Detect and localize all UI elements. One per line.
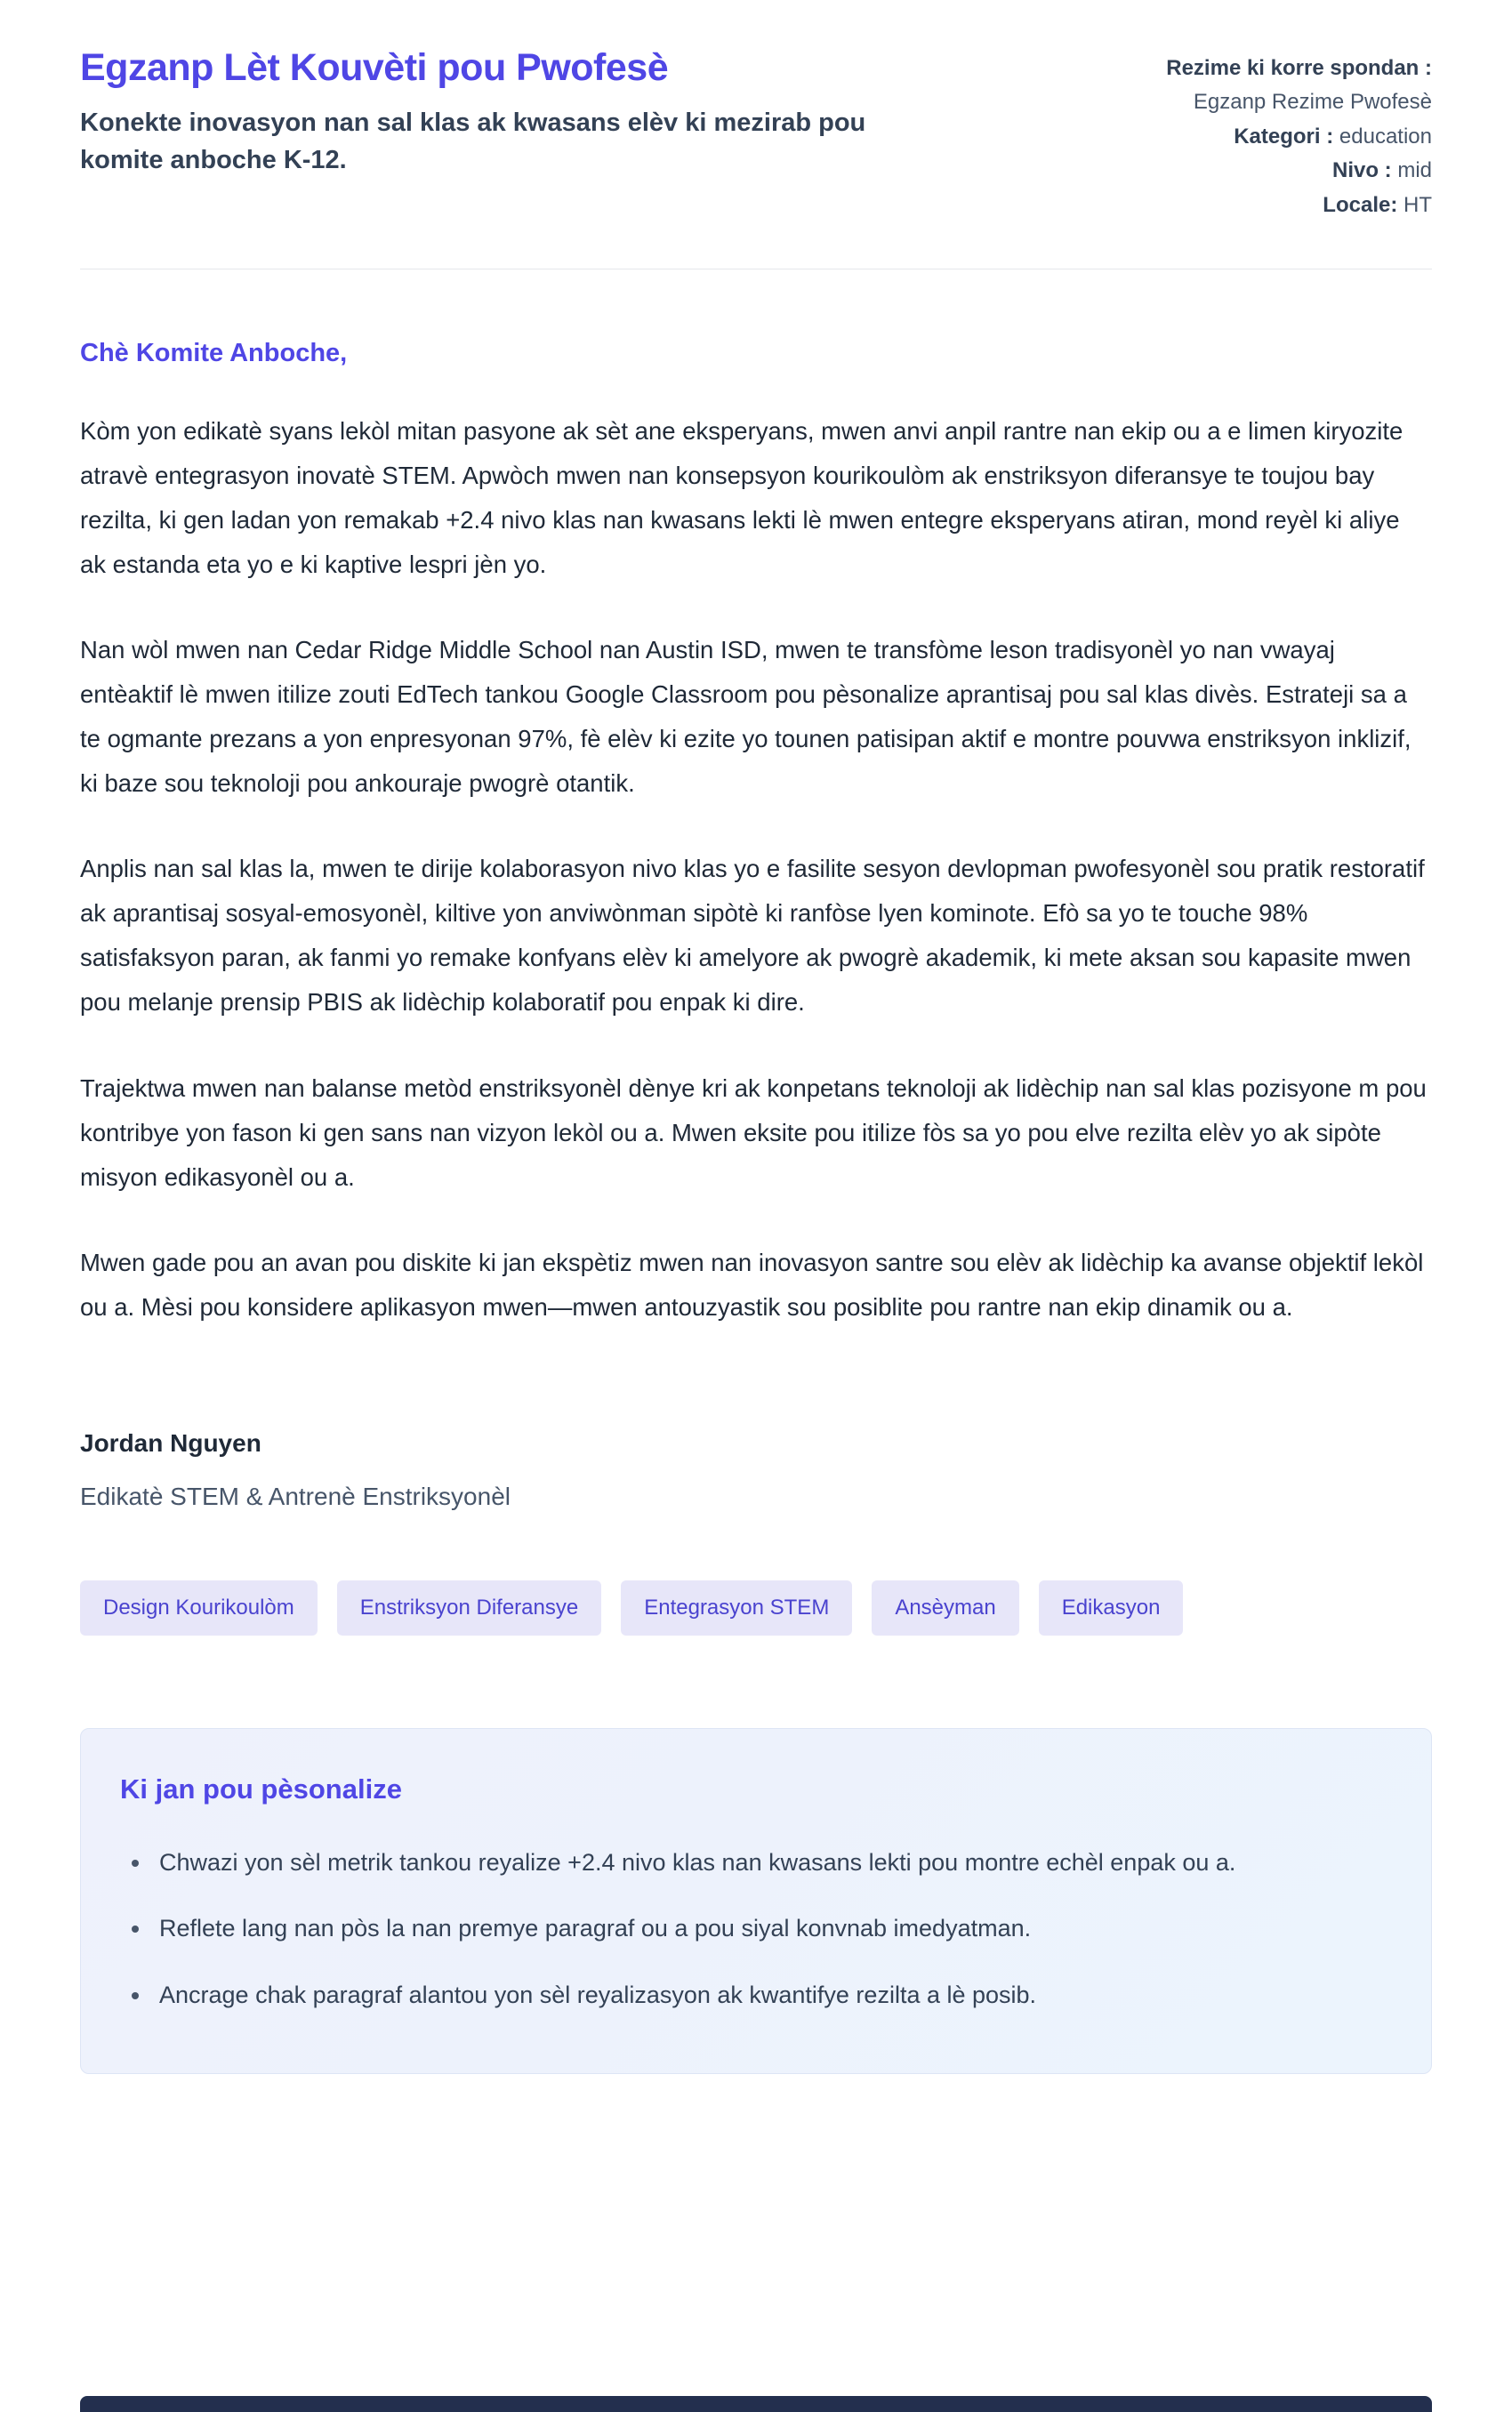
signature-title: Edikatè STEM & Antrenè Enstriksyonèl (80, 1482, 511, 1510)
customize-box-title: Ki jan pou pèsonalize (120, 1773, 402, 1805)
footer-bar (80, 2396, 1432, 2412)
letter-paragraph: Nan wòl mwen nan Cedar Ridge Middle School nan Austin ISD, mwen te transfòme leson tradisyonèl yo nan vwayaj entèaktif lè mwen itilize zouti EdTech tankou Google Classroom pou pèsonalize aprantisaj pou sal klas divès. Estrateji sa a te ogmante prezans a yon enpresyonan 97%, fè elèv ki ezite yo tounen patisipan aktif e montre pouvwa enstriksyon inklizif, ki baze sou teknoloji pou ankouraje pwogrè otantik. (80, 636, 1411, 798)
customize-box (80, 1728, 1432, 2075)
meta-level-value: mid (1397, 158, 1432, 183)
letter-paragraph: Kòm yon edikatè syans lekòl mitan pasyone ak sèt ane eksperyans, mwen anvi anpil rantre nan ekip ou a e limen kiryozite atravè entegrasyon inovatè STEM. Apwòch mwen nan konsepsyon kourikoulòm ak enstriksyon diferansye te toujou bay rezilta, ki gen ladan yon remakab +2.4 nivo klas nan kwasans lekti lè mwen entegre eksperyans atiran, mond reyèl ki aliye ak estanda eta yo e ki kaptive lespri jèn yo. (80, 416, 1403, 579)
meta-resume-row (1166, 52, 1432, 85)
letter-greeting: Chè Komite Anboche, (80, 338, 348, 367)
letter-paragraph: Trajektwa mwen nan balanse metòd enstriksyonèl dènye kri ak konpetans teknoloji ak lidèchip nan sal klas pozisyone m pou kontribye yon fason ki gen sans nan vizyon lekòl ou a. Mwen eksite pou itilize fòs sa yo pou elve rezilta elèv yo ak sipòte misyon edikasyonèl ou a. (80, 1073, 1427, 1191)
header (80, 46, 1432, 222)
page-subtitle: Konekte inovasyon nan sal klas ak kwasans elèv ki mezirab pou komite anboche K-12. (80, 109, 866, 175)
meta-category-row (1166, 120, 1432, 154)
customize-bullet: • Reflete lang nan pòs la nan premye paragraf ou a pou siyal konvnab imedyatman. (152, 1909, 1360, 1949)
signature-name: Jordan Nguyen (80, 1428, 261, 1457)
meta-resume-label: Rezime ki korre spondan : (1166, 56, 1432, 80)
customize-bullet-list (120, 1843, 1392, 2015)
customize-bullet: • Ancrage chak paragraf alantou yon sèl reyalizasyon ak kwantifye rezilta a lè posib. (152, 1975, 1360, 2015)
tag-chip[interactable]: Entegrasyon STEM (621, 1580, 852, 1636)
meta-level-row (1166, 154, 1432, 188)
meta-locale-row (1166, 189, 1432, 222)
letter-body (80, 339, 1432, 1511)
page-title: Egzanp Lèt Kouvèti pou Pwofesè (80, 46, 669, 89)
meta-locale-value: HT (1403, 192, 1432, 217)
meta-resume-value: Egzanp Rezime Pwofesè (1193, 90, 1432, 115)
meta-category-value: education (1339, 124, 1432, 149)
meta-level-label: Nivo : (1331, 158, 1392, 183)
letter-paragraph: Mwen gade pou an avan pou diskite ki jan ekspètiz mwen nan inovasyon santre sou elèv ak lidèchip ka avanse objektif lekòl ou a. Mèsi pou konsidere aplikasyon mwen—mwen antouzyastik sou posiblite pou rantre nan ekip dinamik ou a. (80, 1248, 1424, 1321)
meta-panel (1166, 46, 1432, 222)
tag-chip[interactable]: Edikasyon (1039, 1580, 1184, 1636)
tag-chip[interactable]: Design Kourikoulòm (80, 1580, 318, 1636)
tag-chip[interactable]: Enstriksyon Diferansye (337, 1580, 601, 1636)
header-titles (80, 46, 934, 180)
customize-bullet: • Chwazi yon sèl metrik tankou reyalize +2.4 nivo klas nan kwasans lekti pou montre echèl enpak ou a. (152, 1843, 1360, 1883)
meta-category-label: Kategori : (1234, 124, 1334, 149)
meta-locale-label: Locale: (1323, 192, 1398, 217)
tag-list (80, 1580, 1432, 1636)
letter-paragraph: Anplis nan sal klas la, mwen te dirije kolaborasyon nivo klas yo e fasilite sesyon devlopman pwofesyonèl sou pratik restoratif ak aprantisaj sosyal-emosyonèl, kiltive yon anviwònman sipòtè ki ranfòse lyen kominote. Efò sa yo te touche 98% satisfaksyon paran, ak fanmi yo remake konfyans elèv ki amelyore ak pwogrè akademik, ki mete aksan sou kapasite mwen pou melanje prensip PBIS ak lidèchip kolaboratif pou enpak ki dire. (80, 855, 1425, 1017)
tag-chip[interactable]: Ansèyman (872, 1580, 1018, 1636)
